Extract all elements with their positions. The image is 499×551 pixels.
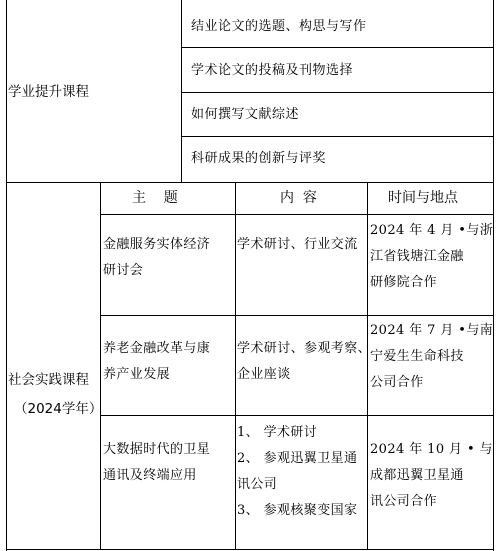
cell-line: 江省钱塘江金融 bbox=[370, 249, 464, 264]
cell-line: 学术研讨、参观考察、 bbox=[237, 341, 372, 356]
section2-row-line-1 bbox=[100, 315, 494, 316]
row2-time-place bbox=[370, 318, 493, 396]
row2-topic bbox=[103, 336, 210, 388]
cell-line: 2024 年 10 月 • 与 bbox=[370, 442, 493, 457]
cell-line: 养老金融改革与康 bbox=[103, 341, 211, 356]
cell-line: 1、 学术研讨 bbox=[237, 425, 318, 440]
section2-col-line-1 bbox=[100, 182, 101, 550]
cell-line: 公司合作 bbox=[370, 375, 424, 390]
section1-item: 学术论文的投稿及刊物选择 bbox=[191, 63, 354, 78]
section1-item: 科研成果的创新与评奖 bbox=[191, 151, 327, 166]
section2-col-line-2 bbox=[235, 182, 236, 550]
header-content: 内 容 bbox=[280, 190, 317, 206]
row1-time-place bbox=[370, 218, 493, 296]
row3-topic bbox=[103, 437, 210, 489]
cell-line: 养产业发展 bbox=[103, 367, 171, 382]
row3-content bbox=[237, 420, 357, 524]
cell-line: 学术研讨、行业交流 bbox=[237, 237, 358, 252]
row2-content bbox=[237, 336, 371, 388]
cell-line: 研讨会 bbox=[103, 263, 144, 278]
section1-row-line-1 bbox=[181, 47, 494, 48]
cell-line: 金融服务实体经济 bbox=[103, 237, 211, 252]
cell-line: 讯公司合作 bbox=[370, 494, 438, 509]
cell-line: 成都迅翼卫星通 bbox=[370, 468, 464, 483]
cell-line: 讯公司 bbox=[237, 477, 278, 492]
table-border-left bbox=[6, 0, 7, 551]
section1-item: 如何撰写文献综述 bbox=[191, 107, 300, 122]
row1-content bbox=[237, 232, 358, 258]
section2-label-year: （2024学年） bbox=[14, 401, 103, 417]
header-topic: 主 题 bbox=[132, 190, 178, 206]
section1-label: 学业提升课程 bbox=[8, 84, 89, 100]
row3-time-place bbox=[370, 437, 493, 515]
cell-line: 研修院合作 bbox=[370, 275, 438, 290]
section-separator bbox=[6, 182, 494, 183]
cell-line: 宁爱生生命科技 bbox=[370, 349, 464, 364]
section1-row-line-2 bbox=[181, 92, 494, 93]
section1-divider bbox=[181, 0, 182, 182]
cell-line: 企业座谈 bbox=[237, 367, 291, 382]
cell-line: 大数据时代的卫星 bbox=[103, 442, 211, 457]
section1-row-line-3 bbox=[181, 136, 494, 137]
section2-row-line-2 bbox=[100, 415, 494, 416]
header-time-place: 时间与地点 bbox=[388, 190, 458, 206]
cell-line: 2、 参观迅翼卫星通 bbox=[237, 451, 358, 466]
table-border-bottom bbox=[6, 549, 494, 550]
cell-line: 通讯及终端应用 bbox=[103, 468, 197, 483]
cell-line: 2024 年 7 月 •与南 bbox=[370, 323, 494, 338]
cell-line: 2024 年 4 月 •与浙 bbox=[370, 223, 494, 238]
section2-header-line bbox=[100, 214, 494, 215]
row1-topic bbox=[103, 232, 210, 284]
section1-item: 结业论文的选题、构思与写作 bbox=[191, 19, 367, 34]
cell-line: 3、 参观核聚变国家 bbox=[237, 503, 358, 518]
section2-label: 社会实践课程 bbox=[8, 372, 89, 388]
